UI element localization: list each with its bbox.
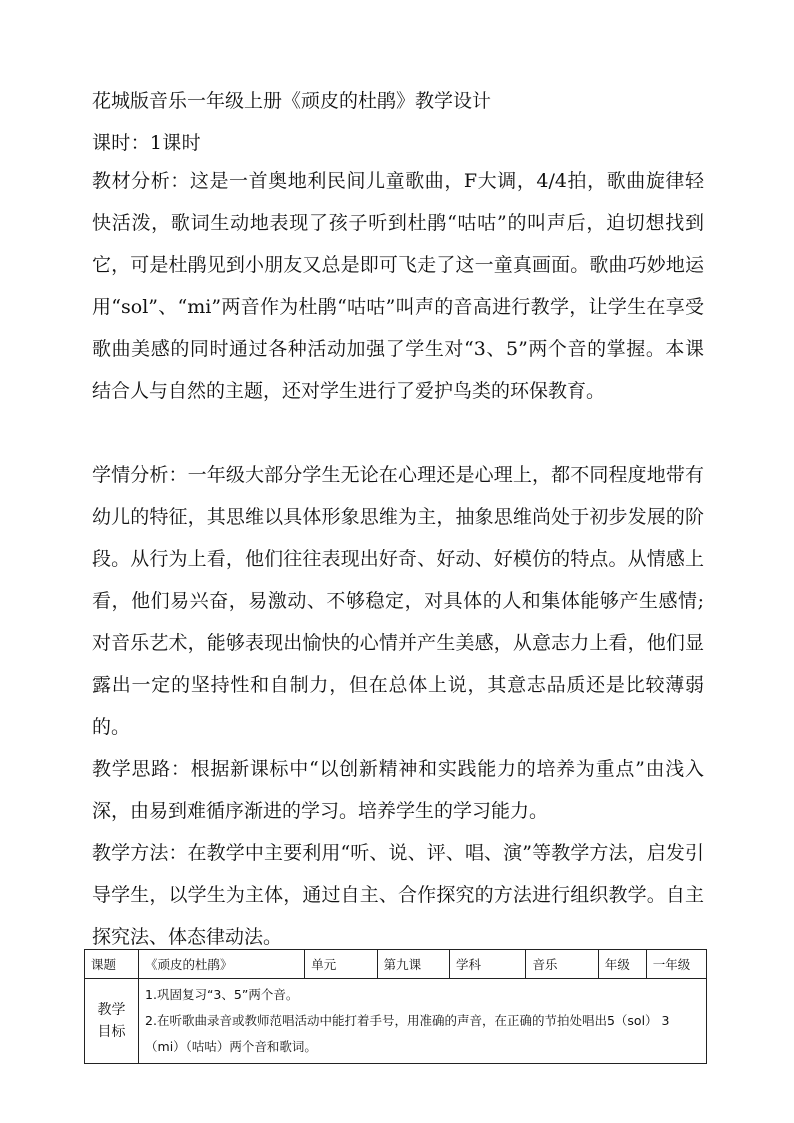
goals-label-line-2: 目标 — [97, 1024, 126, 1040]
goals-label-line-1: 教学 — [97, 1002, 126, 1018]
goal-item-1: 1.巩固复习“3、5”两个音。 — [145, 987, 299, 1002]
subject-label-cell: 学科 — [450, 950, 526, 979]
teaching-idea-paragraph: 教学思路：根据新课标中“以创新精神和实践能力的培养为重点”由浅入深，由易到难循序渐进的学习。培养学生的学习能力。 — [92, 758, 704, 822]
teaching-method-paragraph: 教学方法：在教学中主要利用“听、说、评、唱、演”等教学方法，启发引导学生，以学生为主体，通过自主、合作探究的方法进行组织教学。自主探究法、体态律动法。 — [92, 842, 704, 948]
grade-value-cell: 一年级 — [646, 950, 706, 979]
lesson-info-table — [84, 949, 707, 1064]
table-row — [85, 950, 707, 979]
goals-label-cell — [85, 979, 139, 1064]
goals-content-cell — [139, 979, 707, 1064]
unit-label-cell: 单元 — [305, 950, 377, 979]
textbook-analysis-paragraph: 教材分析：这是一首奥地利民间儿童歌曲，F大调，4/4拍，歌曲旋律轻快活泼，歌词生动地表现了孩子听到杜鹃“咕咕”的叫声后，迫切想找到它，可是杜鹃见到小朋友又总是即可飞走了这一童真画面。歌曲巧妙地运用“sol”、“mi”两音作为杜鹃“咕咕”叫声的音高进行教学，让学生在享受歌曲美感的同时通过各种活动加强了学生对“3、5”两个音的掌握。本课结合人与自然的主题，还对学生进行了爱护鸟类的环保教育。 — [92, 170, 704, 402]
learner-analysis-paragraph: 学情分析：一年级大部分学生无论在心理还是心理上，都不同程度地带有幼儿的特征，其思维以具体形象思维为主，抽象思维尚处于初步发展的阶段。从行为上看，他们往往表现出好奇、好动、好模仿的特点。从情感上看，他们易兴奋，易激动、不够稳定，对具体的人和集体能够产生感情;对音乐艺术，能够表现出愉快的心情并产生美感，从意志力上看，他们显露出一定的坚持性和自制力，但在总体上说，其意志品质还是比较薄弱的。 — [92, 464, 704, 738]
document-title: 花城版音乐一年级上册《顽皮的杜鹃》教学设计 — [92, 90, 492, 112]
unit-value-cell: 第九课 — [377, 950, 449, 979]
subject-value-cell: 音乐 — [526, 950, 598, 979]
topic-value-cell: 《顽皮的杜鹃》 — [139, 950, 305, 979]
table-row — [85, 979, 707, 1064]
topic-label-cell: 课题 — [85, 950, 139, 979]
goal-item-2: 2.在听歌曲录音或教师范唱活动中能打着手号，用准确的声音，在正确的节拍处唱出5（sol） 3（mi）（咕咕）两个音和歌词。 — [145, 1013, 670, 1054]
grade-label-cell: 年级 — [598, 950, 646, 979]
class-hours: 课时：1课时 — [92, 132, 201, 154]
